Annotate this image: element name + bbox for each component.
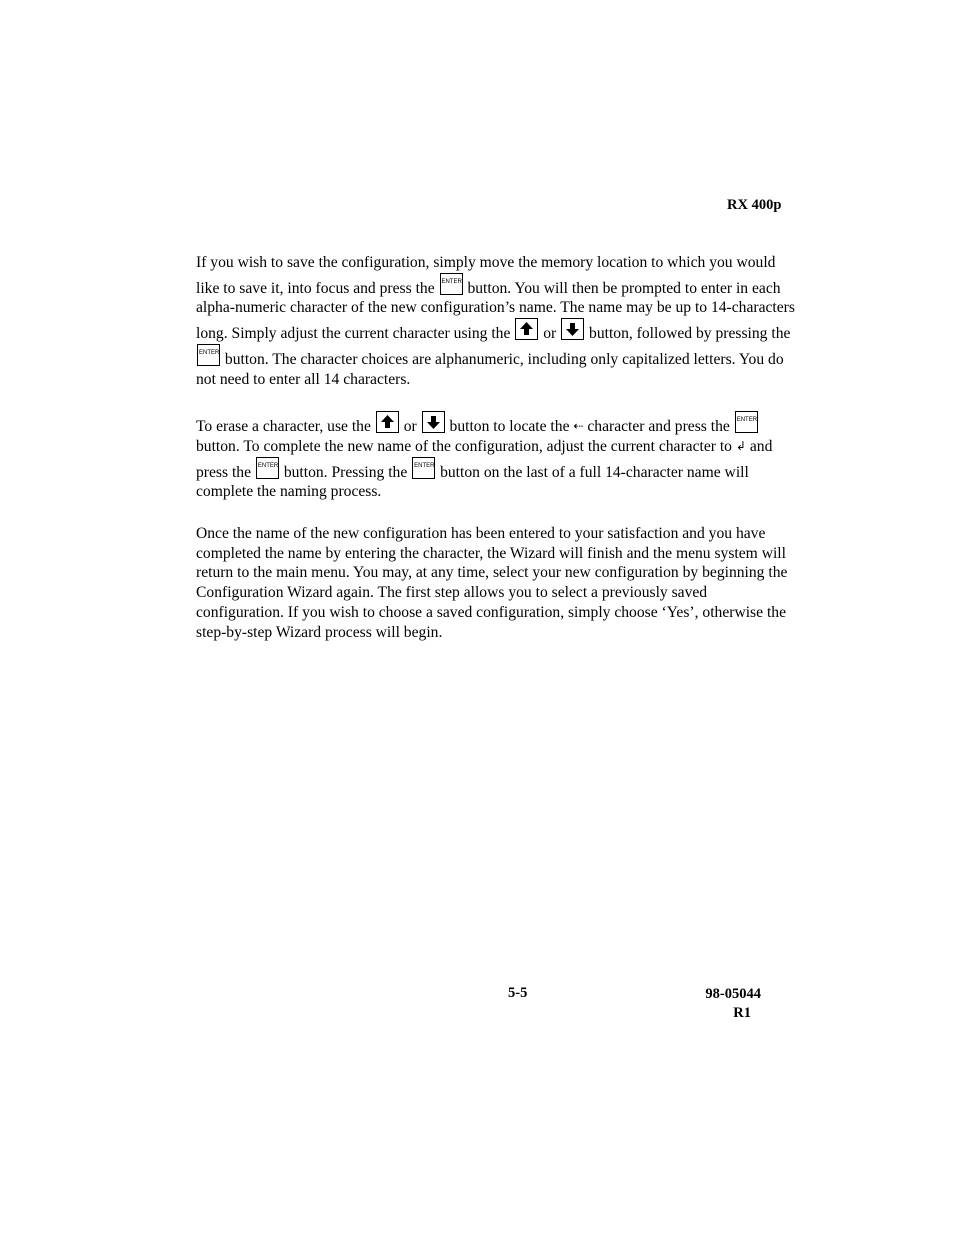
enter-button-label: ENTER: [441, 278, 462, 285]
enter-button-icon: [412, 457, 435, 479]
paragraph-save-configuration: [196, 253, 796, 389]
enter-button-label: ENTER: [736, 417, 758, 424]
text-segment: If you wish to save the configuration, simply move the memory location to which you would like to save it, into focus and press the: [196, 254, 776, 297]
text-segment: button. You will then be prompted to enter in each alpha-numeric character of the new configuration’s name. The name may be up to 14-characters long. Simply adjust the current character using the: [196, 279, 795, 343]
enter-button-label: ENTER: [199, 349, 220, 356]
text-segment: button. To complete the new name of the configuration, adjust the current character to: [196, 437, 732, 455]
document-number: 98-05044: [705, 986, 761, 1002]
down-arrow-button-icon: [422, 411, 445, 433]
page-number: 5-5: [508, 985, 528, 1001]
enter-button-icon: [440, 273, 463, 295]
up-arrow-button-icon: [515, 318, 538, 340]
erase-character-glyph: ⇠: [573, 419, 584, 434]
down-arrow-button-icon: [561, 318, 584, 340]
text-segment: button. The character choices are alphanumeric, including only capitalized letters. You do not need to enter all 14 characters.: [196, 350, 784, 388]
revision-label: R1: [733, 1005, 751, 1021]
document-number-block: [701, 985, 761, 1023]
text-segment: character and press the: [587, 418, 730, 436]
text-segment: button to locate the: [449, 418, 570, 436]
enter-button-icon: [735, 411, 758, 433]
text-segment: button. Pressing the: [283, 463, 408, 481]
up-arrow-button-icon: [376, 411, 399, 433]
text-segment: button, followed by pressing the: [589, 325, 791, 343]
enter-button-icon: [197, 344, 220, 366]
text-segment: To erase a character, use the: [196, 418, 371, 436]
enter-button-label: ENTER: [414, 462, 435, 469]
enter-button-label: ENTER: [257, 462, 279, 469]
document-header: RX 400p: [727, 197, 782, 213]
paragraph-wizard-finish: Once the name of the new configuration has been entered to your satisfaction and you have completed the name by entering the character, the Wizard will finish and the menu system will return to the main menu. You may, at any time, select your new configuration by beginning the Configuration Wizard again. The first step allows you to select a previously saved configuration. If you wish to choose a saved configuration, simply choose ‘Yes’, otherwise the step-by-step Wizard process will begin.: [196, 525, 788, 641]
enter-button-icon: [256, 457, 279, 479]
paragraph-erase-character: [196, 411, 796, 502]
enter-character-glyph: ↲: [735, 438, 746, 453]
text-segment: or: [543, 325, 557, 343]
text-segment: or: [403, 418, 417, 436]
document-body: [196, 253, 796, 664]
text-segment: and press the: [196, 437, 773, 481]
text-segment: button on the last of a full 14-character name will complete the naming process.: [196, 463, 749, 501]
